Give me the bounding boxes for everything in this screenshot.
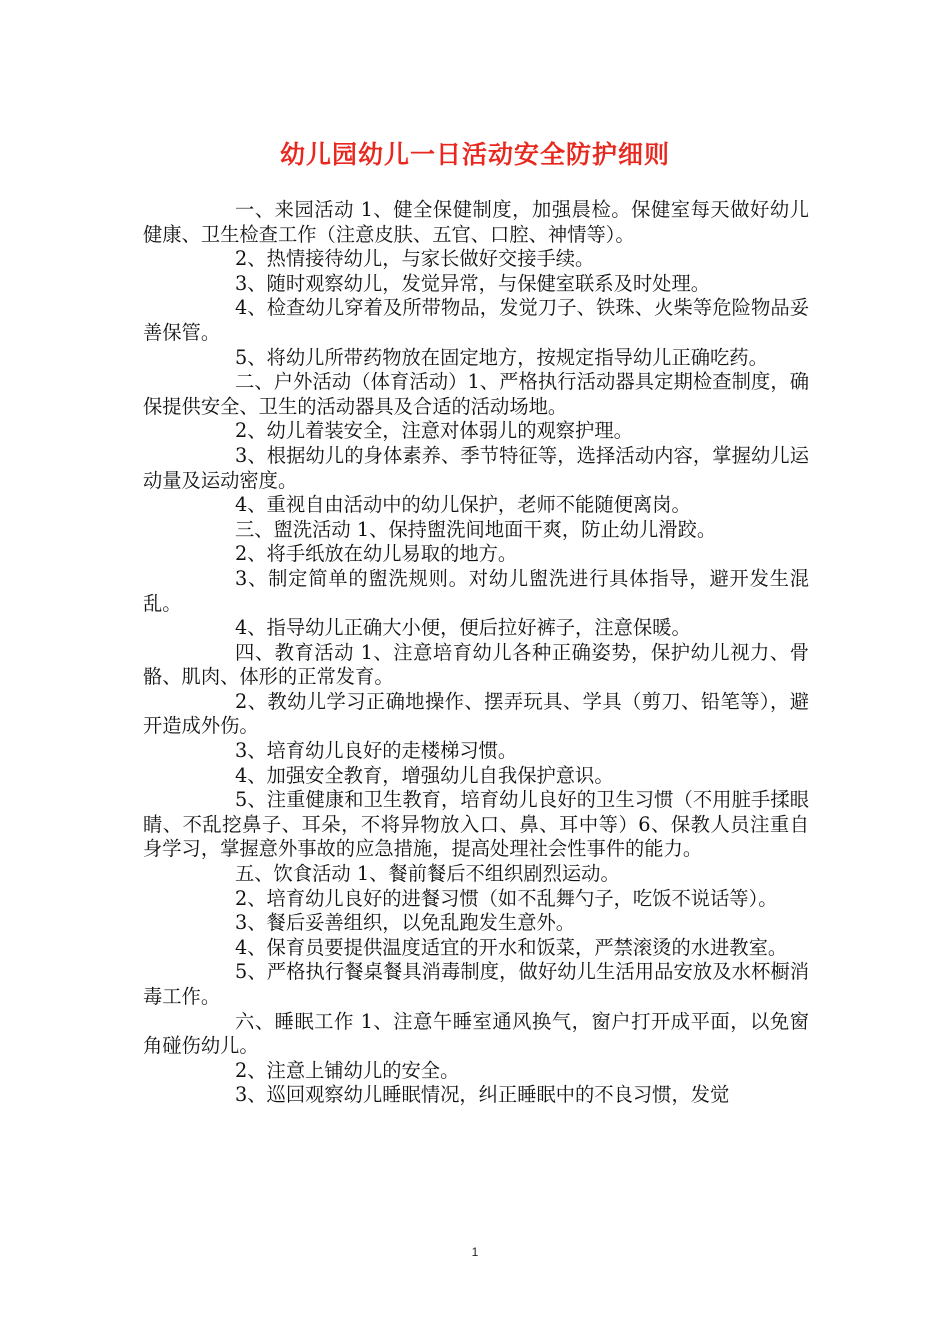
paragraph: 2、热情接待幼儿，与家长做好交接手续。 (235, 247, 595, 271)
paragraph: 4、指导幼儿正确大小便，便后拉好裤子，注意保暖。 (235, 616, 691, 640)
paragraph: 4、加强安全教育，增强幼儿自我保护意识。 (235, 763, 614, 787)
paragraph: 5、将幼儿所带药物放在固定地方，按规定指导幼儿正确吃药。 (235, 345, 768, 369)
document-title: 幼儿园幼儿一日活动安全防护细则 (279, 140, 670, 169)
page-number: 1 (471, 1245, 479, 1259)
paragraph: 5、严格执行餐桌餐具消毒制度，做好幼儿生活用品安放及水杯橱消毒工作。 (143, 960, 809, 1008)
paragraph: 2、培育幼儿良好的进餐习惯（如不乱舞勺子，吃饭不说话等）。 (235, 886, 778, 910)
paragraph: 3、培育幼儿良好的走楼梯习惯。 (235, 739, 518, 763)
paragraph: 3、餐后妥善组织，以免乱跑发生意外。 (235, 911, 576, 935)
paragraph: 四、教育活动 1、注意培育幼儿各种正确姿势，保护幼儿视力、骨骼、肌肉、体形的正常发育。 (143, 640, 809, 689)
paragraph: 4、重视自由活动中的幼儿保护，老师不能随便离岗。 (235, 493, 691, 517)
paragraph: 2、幼儿着装安全，注意对体弱儿的观察护理。 (235, 419, 633, 443)
document-body (143, 198, 809, 1108)
paragraph: 二、户外活动（体育活动）1、严格执行活动器具定期检查制度，确保提供安全、卫生的活动器具及合适的活动场地。 (143, 370, 809, 418)
paragraph: 2、将手纸放在幼儿易取的地方。 (235, 542, 518, 566)
paragraph: 一、来园活动 1、健全保健制度，加强晨检。保健室每天做好幼儿健康、卫生检查工作（注意皮肤、五官、口腔、神情等）。 (143, 198, 809, 246)
paragraph: 3、根据幼儿的身体素养、季节特征等，选择活动内容，掌握幼儿运动量及运动密度。 (143, 443, 809, 492)
paragraph: 三、盥洗活动 1、保持盥洗间地面干爽，防止幼儿滑跤。 (235, 517, 717, 541)
paragraph: 2、教幼儿学习正确地操作、摆弄玩具、学具（剪刀、铅笔等），避开造成外伤。 (143, 689, 809, 738)
paragraph: 3、制定简单的盥洗规则。对幼儿盥洗进行具体指导，避开发生混乱。 (143, 566, 809, 615)
paragraph: 5、注重健康和卫生教育，培育幼儿良好的卫生习惯（不用脏手揉眼睛、不乱挖鼻子、耳朵，不将异物放入口、鼻、耳中等）6、保教人员注重自身学习，掌握意外事故的应急措施，提高处理社会性事件的能力。 (143, 788, 809, 861)
paragraph: 2、注意上铺幼儿的安全。 (235, 1058, 460, 1082)
paragraph: 3、巡回观察幼儿睡眠情况，纠正睡眠中的不良习惯，发觉 (235, 1083, 730, 1107)
paragraph: 4、保育员要提供温度适宜的开水和饭菜，严禁滚烫的水进教室。 (235, 935, 788, 959)
paragraph: 3、随时观察幼儿，发觉异常，与保健室联系及时处理。 (235, 271, 711, 295)
paragraph: 六、睡眠工作 1、注意午睡室通风换气，窗户打开成平面，以免窗角碰伤幼儿。 (143, 1009, 809, 1058)
paragraph: 4、检查幼儿穿着及所带物品，发觉刀子、铁珠、火柴等危险物品妥善保管。 (143, 296, 809, 344)
paragraph: 五、饮食活动 1、餐前餐后不组织剧烈运动。 (235, 862, 620, 886)
